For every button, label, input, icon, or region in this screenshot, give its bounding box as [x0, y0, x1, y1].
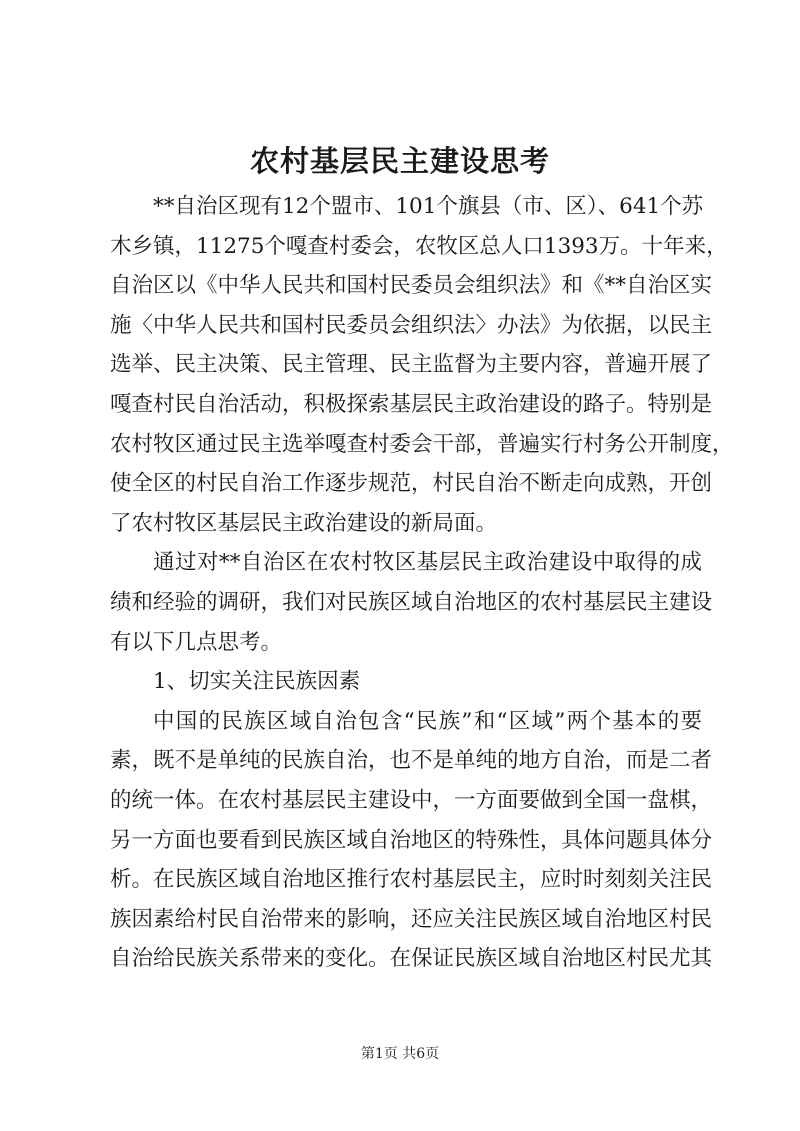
text-line: 的统一体。在农村基层民主建设中，一方面要做到全国一盘棋，	[110, 787, 713, 813]
text-line: 木乡镇，11275个嘎查村委会，农牧区总人口1393万。十年来，	[110, 233, 728, 259]
text-line: 素，既不是单纯的民族自治，也不是单纯的地方自治，而是二者	[110, 748, 713, 774]
text-line: 使全区的村民自治工作逐步规范，村民自治不断走向成熟，开创	[110, 471, 713, 497]
text-line: 自治区以《中华人民共和国村民委员会组织法》和《**自治区实	[110, 273, 713, 299]
text-line: 选举、民主决策、民主管理、民主监督为主要内容，普遍开展了	[110, 352, 713, 378]
text-line: 自治给民族关系带来的变化。在保证民族区域自治地区村民尤其	[110, 946, 713, 972]
paragraph-2	[110, 543, 713, 662]
document-title: 农村基层民主建设思考	[249, 144, 550, 178]
text-line: 族因素给村民自治带来的影响，还应关注民族区域自治地区村民	[110, 906, 713, 932]
document-body	[110, 187, 734, 979]
section-heading: 1、切实关注民族因素	[153, 669, 361, 695]
page-footer: 第1页 共6页	[360, 1046, 440, 1062]
text-line: 有以下几点思考。	[110, 629, 283, 655]
text-line: 了农村牧区基层民主政治建设的新局面。	[110, 510, 498, 536]
text-line: 施〈中华人民共和国村民委员会组织法〉办法》为依据，以民主	[110, 312, 713, 338]
text-line: 中国的民族区域自治包含“民族”和“区域”两个基本的要	[153, 708, 702, 734]
text-line: 另一方面也要看到民族区域自治地区的特殊性，具体问题具体分	[110, 827, 713, 853]
paragraph-3	[110, 702, 713, 979]
paragraph-1	[110, 187, 734, 543]
text-line: 绩和经验的调研，我们对民族区域自治地区的农村基层民主建设	[110, 589, 713, 615]
text-line: 通过对**自治区在农村牧区基层民主政治建设中取得的成	[153, 550, 702, 576]
text-line: 析。在民族区域自治地区推行农村基层民主，应时时刻刻关注民	[110, 867, 713, 893]
text-line: **自治区现有12个盟市、101个旗县（市、区）、641个苏	[153, 194, 704, 219]
text-line: 嘎查村民自治活动，积极探索基层民主政治建设的路子。特别是	[110, 391, 713, 417]
text-line: 农村牧区通过民主选举嘎查村委会干部，普遍实行村务公开制度，	[110, 431, 734, 457]
